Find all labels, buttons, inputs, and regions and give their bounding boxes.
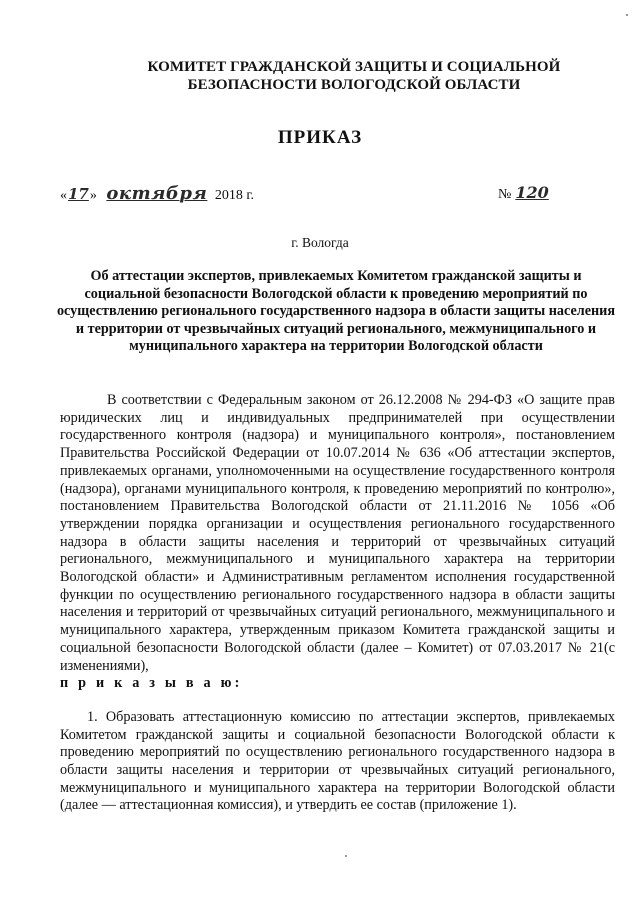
number-sign: № (498, 187, 512, 202)
order-body (60, 392, 615, 815)
organization-name-line-2: БЕЗОПАСНОСТИ ВОЛОГОДСКОЙ ОБЛАСТИ (187, 77, 521, 93)
order-directive: п р и к а з ы в а ю: (60, 675, 243, 692)
document-title: ПРИКАЗ (277, 127, 363, 148)
order-subject: Об аттестации экспертов, привлекаемых Комитетом гражданской защиты и социальной безопасности Вологодской области к проведению мероприятий по осуществлению регионального государственного надзора в области защиты населения и территории от чрезвычайных ситуаций регионального, межмуниципального и муниципального характера на территории Вологодской области (56, 268, 616, 355)
scan-speck (626, 14, 628, 16)
handwritten-day: 17 (68, 185, 89, 203)
order-number (498, 183, 549, 203)
order-date (60, 183, 254, 204)
organization-header (130, 58, 578, 94)
date-quote-open: « (60, 188, 67, 203)
scan-speck (345, 855, 347, 857)
order-item-1: 1. Образовать аттестационную комиссию по аттестации экспертов, привлекаемых Комитетом гражданской защиты и социальной безопасности Вологодской области к проведению мероприятий по осуществлению регионального государственного надзора в области защиты населения и территории от чрезвычайных ситуаций регионального, межмуниципального и муниципального характера на территории Вологодской области (далее — аттестационная комиссия), и утвердить ее состав (приложение 1). (60, 708, 615, 814)
handwritten-month: октября (106, 183, 208, 204)
date-quote-close: » (89, 188, 97, 203)
date-year: 2018 г. (214, 188, 255, 203)
city-line: г. Вологда (291, 235, 349, 250)
organization-name-line-1: КОМИТЕТ ГРАЖДАНСКОЙ ЗАЩИТЫ И СОЦИАЛЬНОЙ (147, 59, 561, 75)
preamble-paragraph: В соответствии с Федеральным законом от 26.12.2008 № 294-ФЗ «О защите прав юридических лиц и индивидуальных предпринимателей при осуществлении государственного контроля (надзора) и муниципального контроля», постановлением Правительства Российской Федерации от 10.07.2014 № 636 «Об аттестации экспертов, привлекаемых органами, уполномоченными на осуществление государственного контроля (надзора), органами муниципального контроля, к проведению мероприятий по контролю», постановлением Правительства Вологодской области от 21.11.2016 № 1056 «Об утверждении порядка организации и осуществления регионального государственного надзора в области защиты населения и территорий от чрезвычайных ситуаций регионального, межмуниципального и муниципального характера на территории Вологодской области» и Административным регламентом исполнения государственной функции по осуществлению регионального государственного надзора в области защиты населения и территорий от чрезвычайных ситуаций регионального, межмуниципального и муниципального характера, утвержденным приказом Комитета гражданской защиты и социальной безопасности Вологодской области (далее – Комитет) от 07.03.2017 № 21(с изменениями), (60, 392, 615, 674)
handwritten-number: 120 (515, 183, 549, 202)
